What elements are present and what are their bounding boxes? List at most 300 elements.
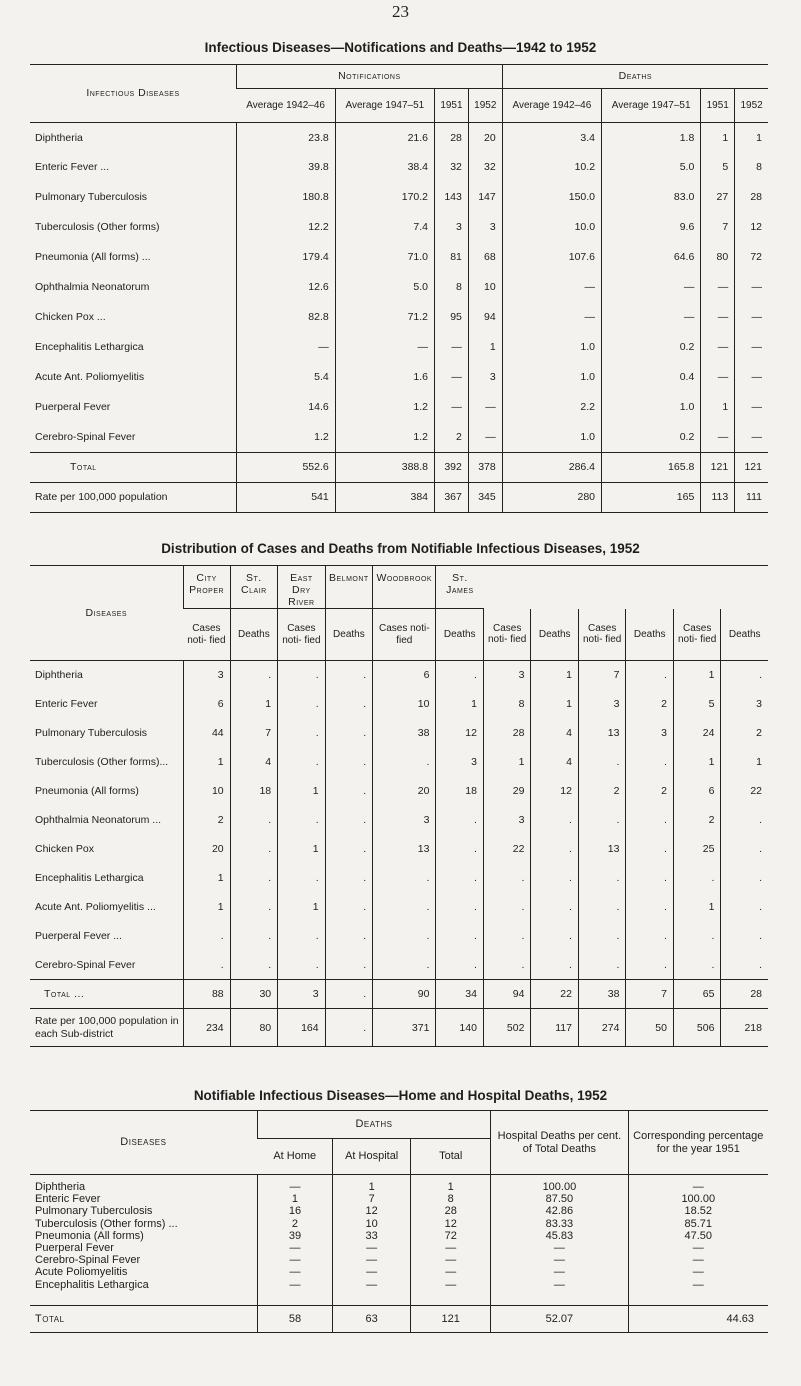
- deaths-header: Deaths: [325, 609, 373, 661]
- corr-item: —: [692, 1254, 704, 1267]
- home-item: —: [289, 1181, 301, 1193]
- home-item: —: [289, 1241, 301, 1254]
- cell-value: 2: [435, 423, 469, 453]
- cell-value: 23.8: [237, 123, 336, 153]
- cell-value: 82.8: [237, 303, 336, 333]
- cell-value: 2: [673, 806, 721, 835]
- cell-value: .: [626, 835, 674, 864]
- cell-value: .: [325, 1009, 373, 1047]
- group-deaths: Deaths: [502, 65, 768, 89]
- cell-value: .: [626, 951, 674, 980]
- cell-value: 39.8: [237, 153, 336, 183]
- cell-value: .: [531, 835, 579, 864]
- hospital-item: 1: [368, 1181, 375, 1193]
- cell-value: 165: [602, 483, 701, 513]
- cell-value: .: [578, 864, 626, 893]
- cell-value: 3: [435, 213, 469, 243]
- cell-value: 50: [626, 1009, 674, 1047]
- cell-value: .: [278, 951, 326, 980]
- cell-value: 274: [578, 1009, 626, 1047]
- cell-value: .: [721, 922, 768, 951]
- home-item: 1: [291, 1193, 299, 1206]
- cell-value: 8: [435, 273, 469, 303]
- cell-value: 1.0: [502, 333, 601, 363]
- cell-value: 6: [183, 690, 230, 719]
- row-label: Tuberculosis (Other forms)...: [35, 756, 169, 769]
- district-header: Woodbrook: [373, 566, 436, 609]
- cell-value: 3: [483, 661, 531, 690]
- hospital-item: —: [366, 1241, 378, 1254]
- row-label: Enteric Fever ...: [35, 161, 110, 174]
- row-label: Pneumonia (All forms) ...: [35, 251, 151, 264]
- cell-value: .: [436, 835, 484, 864]
- cell-value: 1: [735, 123, 768, 153]
- cell-value: 12: [531, 777, 579, 806]
- cell-value: 179.4: [237, 243, 336, 273]
- cell-value: 94: [468, 303, 502, 333]
- table-row: [30, 393, 768, 423]
- cell-value: 3: [468, 363, 502, 393]
- cell-value: 3: [468, 213, 502, 243]
- cell-value: 1: [183, 748, 230, 777]
- diseases-item: Pulmonary Tuberculosis: [35, 1205, 153, 1218]
- cell-value: 1: [483, 748, 531, 777]
- cell-value: 4: [230, 748, 278, 777]
- cell-value: 81: [435, 243, 469, 273]
- diseases-item: Tuberculosis (Other forms) ...: [35, 1217, 178, 1230]
- cell-value: .: [436, 951, 484, 980]
- cell-value: 21.6: [335, 123, 434, 153]
- cell-value: 28: [435, 123, 469, 153]
- cell-value: 18: [230, 777, 278, 806]
- diseases-item: Cerebro-Spinal Fever: [35, 1254, 141, 1267]
- cell-value: 2: [721, 719, 768, 748]
- cell-value: 1: [701, 123, 735, 153]
- pct-item: —: [553, 1241, 565, 1254]
- table-row: [30, 153, 768, 183]
- cases-header: Cases noti- fied: [183, 609, 230, 661]
- total-corr: 44.63: [628, 1306, 768, 1333]
- corr-item: —: [692, 1241, 704, 1254]
- hospital-item: —: [366, 1266, 378, 1279]
- cell-value: .: [626, 806, 674, 835]
- row-label: Puerperal Fever ...: [35, 930, 122, 943]
- cell-value: 20: [183, 835, 230, 864]
- cell-value: 30: [230, 980, 278, 1009]
- cell-value: 3: [483, 806, 531, 835]
- cell-value: 1.2: [237, 423, 336, 453]
- cell-value: 3: [721, 690, 768, 719]
- subcol-header: 1951: [435, 89, 469, 123]
- cell-value: 32: [468, 153, 502, 183]
- home-list: [257, 1175, 332, 1306]
- cell-value: 117: [531, 1009, 579, 1047]
- row-label: Ophthalmia Neonatorum ...: [35, 814, 162, 827]
- corner-label: Diseases: [30, 566, 183, 661]
- cell-value: 107.6: [502, 243, 601, 273]
- district-header: Belmont: [325, 566, 373, 609]
- cell-value: .: [373, 893, 436, 922]
- table2-title: Distribution of Cases and Deaths from Notifiable Infectious Diseases, 1952: [161, 541, 640, 556]
- cell-value: .: [483, 864, 531, 893]
- cell-value: 3.4: [502, 123, 601, 153]
- hospital-item: 10: [365, 1217, 378, 1230]
- cell-value: 1: [183, 893, 230, 922]
- cell-value: 218: [721, 1009, 768, 1047]
- cell-value: 28: [483, 719, 531, 748]
- cell-value: .: [626, 922, 674, 951]
- cell-value: .: [278, 748, 326, 777]
- total-label: Total ...: [30, 980, 183, 1009]
- subcol-header: 1952: [468, 89, 502, 123]
- cell-value: —: [701, 423, 735, 453]
- cell-value: 95: [435, 303, 469, 333]
- cell-value: .: [325, 922, 373, 951]
- col-total: Total: [411, 1139, 491, 1175]
- cell-value: 0.4: [602, 363, 701, 393]
- cell-value: .: [721, 864, 768, 893]
- total-item: 8: [447, 1193, 454, 1206]
- diseases-item: Pneumonia (All forms): [35, 1229, 144, 1242]
- corr-item: 100.00: [681, 1193, 716, 1206]
- table-row: [30, 864, 768, 893]
- cell-value: 1: [673, 893, 721, 922]
- cell-value: 24: [673, 719, 721, 748]
- subcol-header: 1952: [735, 89, 768, 123]
- row-label: Pulmonary Tuberculosis: [35, 727, 148, 740]
- total-label: Total: [30, 453, 237, 483]
- cell-value: .: [230, 951, 278, 980]
- cell-value: 71.2: [335, 303, 434, 333]
- cell-value: 506: [673, 1009, 721, 1047]
- pct-item: —: [553, 1266, 565, 1279]
- cell-value: .: [673, 922, 721, 951]
- total-home: 58: [257, 1306, 332, 1333]
- cell-value: 10.0: [502, 213, 601, 243]
- table-row: [30, 690, 768, 719]
- distribution-table: [30, 565, 768, 1047]
- cell-value: —: [468, 423, 502, 453]
- cell-value: .: [325, 719, 373, 748]
- cell-value: 121: [735, 453, 768, 483]
- cell-value: 80: [230, 1009, 278, 1047]
- pct-item: 100.00: [542, 1181, 577, 1193]
- corr-item: 18.52: [684, 1205, 713, 1218]
- cell-value: 12: [436, 719, 484, 748]
- cell-value: 143: [435, 183, 469, 213]
- row-label: Pulmonary Tuberculosis: [35, 191, 148, 204]
- cell-value: 25: [673, 835, 721, 864]
- cell-value: —: [335, 333, 434, 363]
- cell-value: .: [278, 719, 326, 748]
- corr-item: —: [692, 1278, 704, 1291]
- cell-value: 2: [578, 777, 626, 806]
- total-item: 1: [447, 1181, 454, 1193]
- row-label: Chicken Pox: [35, 843, 94, 856]
- rate-label: Rate per 100,000 population: [30, 483, 237, 513]
- home-item: —: [289, 1278, 301, 1291]
- cell-value: 1: [673, 748, 721, 777]
- cell-value: 286.4: [502, 453, 601, 483]
- cell-value: 552.6: [237, 453, 336, 483]
- cell-value: .: [483, 893, 531, 922]
- col-hospital: At Hospital: [333, 1139, 411, 1175]
- cell-value: 4: [531, 719, 579, 748]
- cell-value: 180.8: [237, 183, 336, 213]
- cell-value: 20: [468, 123, 502, 153]
- cell-value: .: [578, 951, 626, 980]
- cell-value: 1.2: [335, 393, 434, 423]
- table-row: [30, 806, 768, 835]
- cell-value: 378: [468, 453, 502, 483]
- deaths-header: Deaths: [436, 609, 484, 661]
- cell-value: 7.4: [335, 213, 434, 243]
- col-corr: Corresponding percentage for the year 1951: [628, 1111, 768, 1175]
- cell-value: 5.0: [602, 153, 701, 183]
- cell-value: 88: [183, 980, 230, 1009]
- cell-value: .: [626, 748, 674, 777]
- table-row: [30, 777, 768, 806]
- cell-value: 9.6: [602, 213, 701, 243]
- cell-value: 502: [483, 1009, 531, 1047]
- subcol-header: 1951: [701, 89, 735, 123]
- total-label: Total: [30, 1306, 257, 1333]
- cell-value: 1.0: [502, 423, 601, 453]
- cell-value: .: [230, 922, 278, 951]
- cell-value: .: [325, 806, 373, 835]
- cell-value: 384: [335, 483, 434, 513]
- cell-value: —: [735, 393, 768, 423]
- cell-value: 345: [468, 483, 502, 513]
- group-deaths: Deaths: [257, 1111, 490, 1139]
- cell-value: .: [721, 835, 768, 864]
- diseases-item: Puerperal Fever: [35, 1241, 114, 1254]
- cell-value: 10: [183, 777, 230, 806]
- cell-value: 140: [436, 1009, 484, 1047]
- corr-list: [628, 1175, 768, 1306]
- cell-value: 8: [735, 153, 768, 183]
- cell-value: 7: [578, 661, 626, 690]
- cell-value: .: [325, 661, 373, 690]
- cell-value: 113: [701, 483, 735, 513]
- row-label: Diphtheria: [35, 669, 83, 682]
- hospital-item: 12: [365, 1205, 378, 1218]
- cell-value: 1: [278, 893, 326, 922]
- cell-value: 1: [701, 393, 735, 423]
- cases-header: Cases noti- fied: [578, 609, 626, 661]
- diseases-item: Diphtheria: [35, 1181, 86, 1193]
- disease-list: [30, 1175, 257, 1306]
- cell-value: —: [735, 303, 768, 333]
- cases-header: Cases noti- fied: [673, 609, 721, 661]
- cell-value: 38: [578, 980, 626, 1009]
- district-header: East Dry River: [278, 566, 326, 609]
- cell-value: 1.8: [602, 123, 701, 153]
- row-label: Enteric Fever: [35, 698, 98, 711]
- total-item: 72: [444, 1229, 457, 1242]
- diseases-item: Acute Poliomyelitis: [35, 1266, 128, 1279]
- hospital-item: 33: [365, 1229, 378, 1242]
- home-item: 16: [288, 1205, 302, 1218]
- cell-value: .: [230, 835, 278, 864]
- corner-label: Infectious Diseases: [30, 65, 237, 123]
- cell-value: 4: [531, 748, 579, 777]
- cell-value: 6: [373, 661, 436, 690]
- cell-value: 3: [626, 719, 674, 748]
- cell-value: 1: [468, 333, 502, 363]
- cell-value: 1: [278, 835, 326, 864]
- home-hospital-table: [30, 1110, 768, 1333]
- cell-value: 392: [435, 453, 469, 483]
- cell-value: .: [278, 922, 326, 951]
- cell-value: 32: [435, 153, 469, 183]
- cell-value: 80: [701, 243, 735, 273]
- cell-value: .: [325, 893, 373, 922]
- cell-value: 13: [373, 835, 436, 864]
- diseases-item: Encephalitis Lethargica: [35, 1278, 149, 1291]
- cell-value: .: [436, 893, 484, 922]
- cell-value: —: [735, 423, 768, 453]
- cell-value: .: [578, 748, 626, 777]
- cell-value: 170.2: [335, 183, 434, 213]
- cell-value: .: [578, 922, 626, 951]
- cell-value: .: [626, 661, 674, 690]
- cell-value: —: [701, 363, 735, 393]
- cell-value: .: [278, 690, 326, 719]
- row-label: Tuberculosis (Other forms): [35, 221, 160, 234]
- table-row: [30, 183, 768, 213]
- cell-value: —: [735, 273, 768, 303]
- cell-value: 22: [721, 777, 768, 806]
- cell-value: 10: [468, 273, 502, 303]
- row-label: Chicken Pox ...: [35, 311, 106, 324]
- page-number: 23: [392, 2, 409, 21]
- cell-value: 38.4: [335, 153, 434, 183]
- rate-row: [30, 1009, 768, 1047]
- cell-value: —: [735, 333, 768, 363]
- cell-value: 1.2: [335, 423, 434, 453]
- cell-value: 165.8: [602, 453, 701, 483]
- cell-value: 5: [701, 153, 735, 183]
- corr-item: 47.50: [684, 1229, 713, 1242]
- table-row: [30, 893, 768, 922]
- cell-value: 5.4: [237, 363, 336, 393]
- cell-value: 3: [183, 661, 230, 690]
- cell-value: 164: [278, 1009, 326, 1047]
- hospital-list: [333, 1175, 411, 1306]
- table-row: [30, 123, 768, 153]
- cell-value: 7: [626, 980, 674, 1009]
- cell-value: —: [602, 273, 701, 303]
- table-row: [30, 661, 768, 690]
- cell-value: 2: [183, 806, 230, 835]
- total-item: —: [445, 1241, 457, 1254]
- table-row: [30, 922, 768, 951]
- hospital-item: 7: [368, 1193, 375, 1206]
- cell-value: 147: [468, 183, 502, 213]
- total-list: [411, 1175, 491, 1306]
- deaths-header: Deaths: [626, 609, 674, 661]
- total-hospital: 63: [333, 1306, 411, 1333]
- cell-value: —: [701, 303, 735, 333]
- cases-header: Cases noti- fied: [373, 609, 436, 661]
- cell-value: 1: [278, 777, 326, 806]
- cell-value: .: [673, 951, 721, 980]
- deaths-header: Deaths: [721, 609, 768, 661]
- cell-value: —: [468, 393, 502, 423]
- pct-list: [491, 1175, 628, 1306]
- pct-item: 83.33: [545, 1217, 574, 1230]
- cell-value: 150.0: [502, 183, 601, 213]
- corr-item: —: [692, 1181, 704, 1193]
- district-header: City Proper: [183, 566, 230, 609]
- cell-value: 68: [468, 243, 502, 273]
- cell-value: 2: [626, 777, 674, 806]
- cell-value: .: [325, 748, 373, 777]
- cell-value: 280: [502, 483, 601, 513]
- cell-value: 71.0: [335, 243, 434, 273]
- rate-label: Rate per 100,000 population in each Sub-district: [30, 1009, 183, 1047]
- cell-value: 65: [673, 980, 721, 1009]
- cell-value: 3: [278, 980, 326, 1009]
- cell-value: 3: [373, 806, 436, 835]
- cell-value: 2: [626, 690, 674, 719]
- cell-value: .: [531, 922, 579, 951]
- hospital-item: —: [366, 1278, 378, 1291]
- cell-value: 27: [701, 183, 735, 213]
- cell-value: 8: [483, 690, 531, 719]
- row-label: Cerebro-Spinal Fever: [35, 958, 136, 971]
- total-item: —: [445, 1254, 457, 1267]
- home-item: —: [289, 1254, 301, 1267]
- cell-value: —: [701, 273, 735, 303]
- cell-value: 12.2: [237, 213, 336, 243]
- cell-value: 0.2: [602, 333, 701, 363]
- cell-value: 14.6: [237, 393, 336, 423]
- pct-item: 42.86: [545, 1205, 574, 1218]
- pct-item: —: [553, 1254, 565, 1267]
- cell-value: 22: [483, 835, 531, 864]
- cell-value: 1: [230, 690, 278, 719]
- cell-value: 12: [735, 213, 768, 243]
- cell-value: .: [531, 806, 579, 835]
- cell-value: 72: [735, 243, 768, 273]
- pct-item: 45.83: [545, 1229, 574, 1242]
- cell-value: .: [721, 951, 768, 980]
- cell-value: .: [325, 980, 373, 1009]
- cell-value: 1: [531, 690, 579, 719]
- group-notifications: Notifications: [237, 65, 503, 89]
- cell-value: .: [230, 806, 278, 835]
- cell-value: 1: [531, 661, 579, 690]
- hospital-item: —: [366, 1254, 378, 1267]
- cell-value: —: [435, 393, 469, 423]
- subcol-header: Average 1942–46: [502, 89, 601, 123]
- cell-value: .: [373, 864, 436, 893]
- table-row: [30, 213, 768, 243]
- table-row: [30, 748, 768, 777]
- notifications-deaths-table: [30, 64, 768, 513]
- table3-title: Notifiable Infectious Diseases—Home and Hospital Deaths, 1952: [193, 1088, 608, 1103]
- row-label: Encephalitis Lethargica: [35, 341, 144, 354]
- row-label: Puerperal Fever: [35, 401, 111, 414]
- home-item: —: [289, 1266, 301, 1279]
- table-row: [30, 423, 768, 453]
- cell-value: 28: [735, 183, 768, 213]
- cell-value: .: [626, 893, 674, 922]
- total-item: 12: [444, 1217, 457, 1230]
- cell-value: 10.2: [502, 153, 601, 183]
